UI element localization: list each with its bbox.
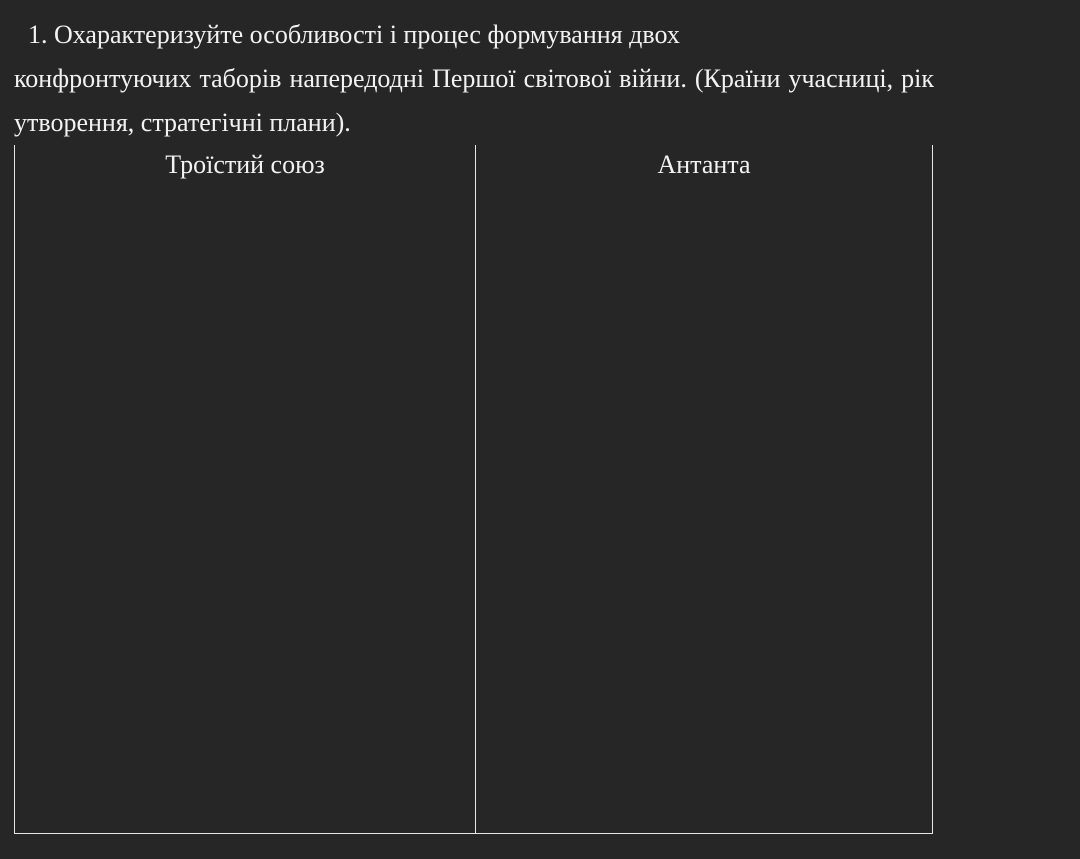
comparison-table [14, 145, 933, 834]
column-header-entente: Антанта [657, 150, 751, 179]
question-first-line [14, 13, 934, 57]
cropped-heading-fragment [160, 0, 168, 8]
question-text-rest: конфронтуючих таборів напередодні Першої світової війни. (Країни учасниці, рік утворення, стратегічні плани). [14, 64, 934, 137]
column-triple-alliance [15, 145, 476, 833]
question-text-line1: Охарактеризуйте особливості і процес формування двох [54, 20, 680, 49]
cropped-heading [0, 0, 1080, 8]
cell-entente [476, 183, 932, 833]
question-number: 1. [28, 20, 48, 49]
question-block [14, 13, 934, 145]
cell-triple-alliance [15, 183, 475, 833]
column-header-triple-alliance: Троїстий союз [165, 150, 325, 179]
column-entente [476, 145, 932, 833]
